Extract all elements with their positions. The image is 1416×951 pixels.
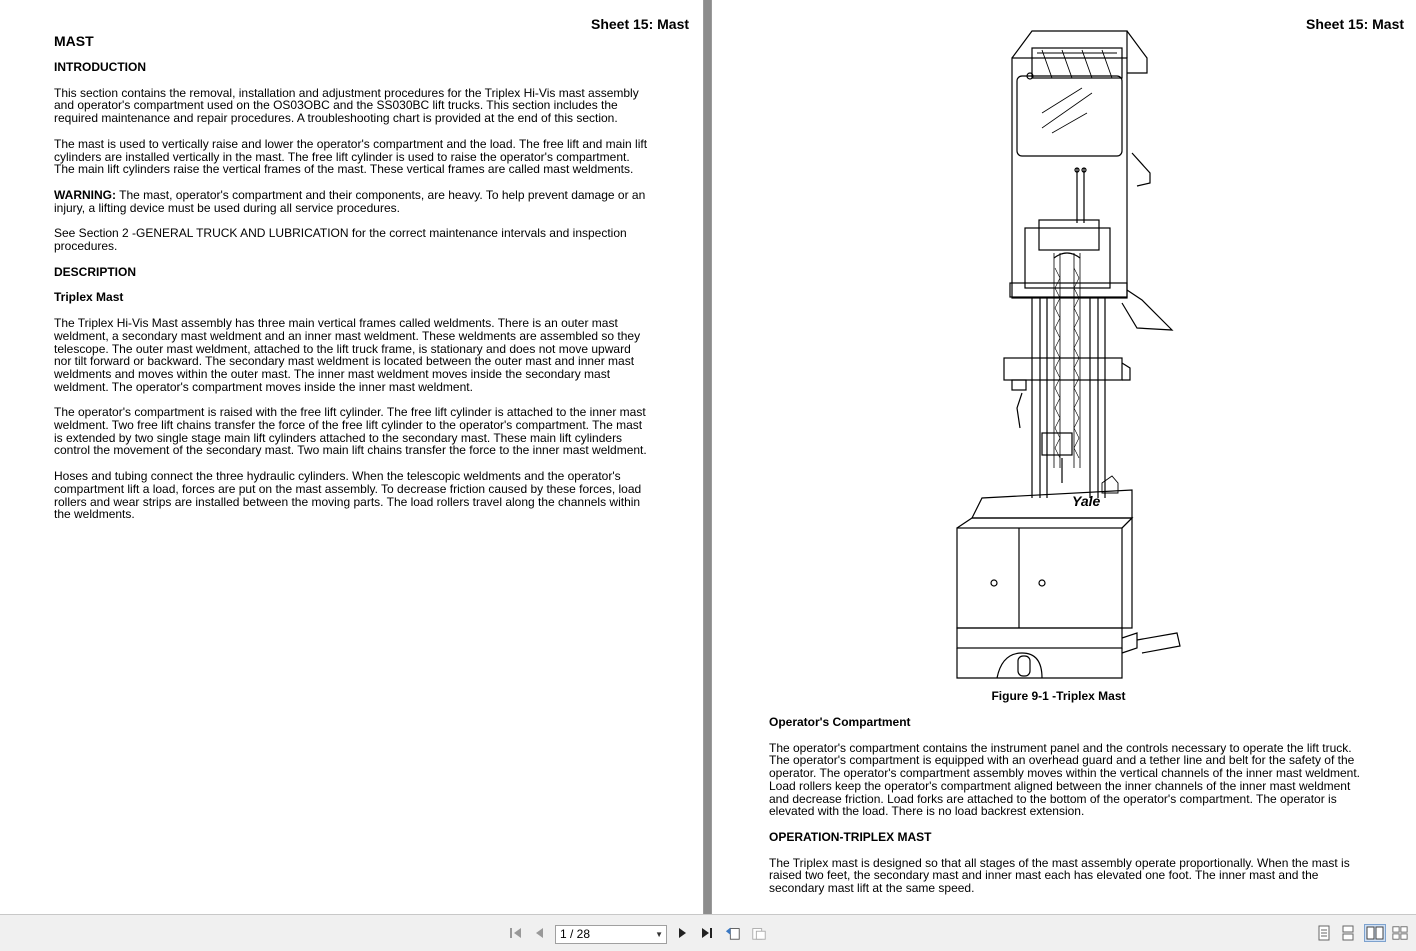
description-paragraph-1: The Triplex Hi-Vis Mast assembly has three main vertical frames called weldments. There is an outer mast weldment, a secondary mast weldment and an inner mast weldment. These weldments are assembled so they telescope. The outer mast weldment, attached to the lift truck frame, is stationary and does not move upward nor tilt forward or backward. The secondary mast weldment is located between the outer mast and inner mast weldments and moves within the outer mast. The inner mast weldment moves inside the secondary mast weldment. The operator's compartment moves inside the inner mast weldment. — [54, 316, 641, 394]
intro-heading: INTRODUCTION — [54, 60, 146, 74]
triplex-mast-figure — [942, 28, 1182, 688]
figure-brand-logo: Yale — [1072, 493, 1101, 509]
description-paragraph-3: Hoses and tubing connect the three hydraulic cylinders. When the telescopic weldments and the operator's compartment lift a load, forces are put on the mast assembly. To decrease friction caused by these forces, load rollers and wear strips are installed between the moving parts. The load rollers travel along the channels within the weldments. — [54, 469, 642, 522]
facing-icon[interactable] — [1364, 924, 1386, 942]
warning-paragraph — [54, 189, 649, 214]
right-page — [711, 0, 1416, 914]
next-page-icon[interactable] — [675, 925, 691, 941]
left-page-content — [54, 33, 649, 534]
intro-paragraph-2: The mast is used to vertically raise and lower the operator's compartment and the load. The free lift and main lift cylinders are installed vertically in the mast. The free lift cylinder is used to raise the operator's compartment. The main lift cylinders raise the vertical frames of the mast. These vertical frames are called mast weldments. — [54, 136, 648, 177]
chevron-down-icon[interactable]: ▼ — [655, 930, 663, 939]
warning-label: WARNING: — [54, 187, 116, 202]
section-title: MAST — [54, 33, 94, 49]
sheet-header: Sheet 15: Mast — [591, 16, 690, 32]
first-page-icon[interactable] — [508, 925, 524, 941]
description-heading: DESCRIPTION — [54, 264, 137, 279]
operation-paragraph: The Triplex mast is designed so that all stages of the mast assembly operate proportionally. When the mast is raised two feet, the secondary mast and inner mast each has elevated one foot. The inner mast and the secondary mast lift at the same speed. — [769, 855, 1350, 896]
continuous-icon[interactable] — [1340, 925, 1356, 941]
sheet-header: Sheet 15: Mast — [1306, 16, 1405, 32]
description-paragraph-2: The operator's compartment is raised with the free lift cylinder. The free lift cylinder is attached to the inner mast weldment. Two free lift chains transfer the force of the free lift cylinder to the operator's compartment. The mast is extended by two single stage main lift cylinders attached to the secondary mast. These main lift cylinders control the movement of the secondary mast. Two main lift chains transfer the force to the inner mast weldment. — [54, 405, 647, 458]
page-gutter — [704, 0, 711, 914]
operator-compartment-paragraph: The operator's compartment contains the instrument panel and the controls necessary to operate the lift truck. The operator's compartment is equipped with an overhead guard and a tether line and belt for the safety of the operator. The operator's compartment assembly moves within the vertical channels of the inner mast weldment. Load rollers keep the operator's compartment aligned between the inner channels of the inner mast weldment and decrease friction. Load forks are attached to the bottom of the operator's compartment. The operator is elevated with the load. There is no load backrest extension. — [769, 740, 1361, 819]
see-section-paragraph: See Section 2 -GENERAL TRUCK AND LUBRICATION for the correct maintenance intervals and inspection procedures. — [54, 226, 627, 254]
intro-paragraph-1: This section contains the removal, installation and adjustment procedures for the Triplex Hi-Vis mast assembly and operator's compartment used on the OS03OBC and the SS030BC lift trucks. This section includes the required maintenance and repair procedures. A troubleshooting chart is provided at the end of this section. — [54, 85, 639, 126]
right-page-content — [769, 716, 1369, 908]
warning-text: The mast, operator's compartment and their components, are heavy. To help prevent damage or an injury, a lifting device must be used during all service procedures. — [54, 187, 646, 215]
continuous-facing-icon[interactable] — [1392, 925, 1408, 941]
operation-triplex-heading: OPERATION-TRIPLEX MAST — [769, 829, 932, 844]
go-back-icon[interactable] — [725, 925, 741, 941]
page-indicator: 1 / 28 — [560, 927, 591, 941]
page-number-field[interactable] — [555, 925, 667, 944]
previous-page-icon[interactable] — [531, 925, 547, 941]
triplex-mast-heading: Triplex Mast — [54, 290, 124, 305]
figure-caption: Figure 9-1 -Triplex Mast — [991, 689, 1126, 703]
operator-compartment-heading: Operator's Compartment — [769, 715, 911, 729]
left-page — [0, 0, 704, 914]
navigation-toolbar — [0, 914, 1416, 951]
last-page-icon[interactable] — [699, 925, 715, 941]
single-page-icon[interactable] — [1316, 925, 1332, 941]
go-forward-icon[interactable] — [751, 925, 767, 941]
